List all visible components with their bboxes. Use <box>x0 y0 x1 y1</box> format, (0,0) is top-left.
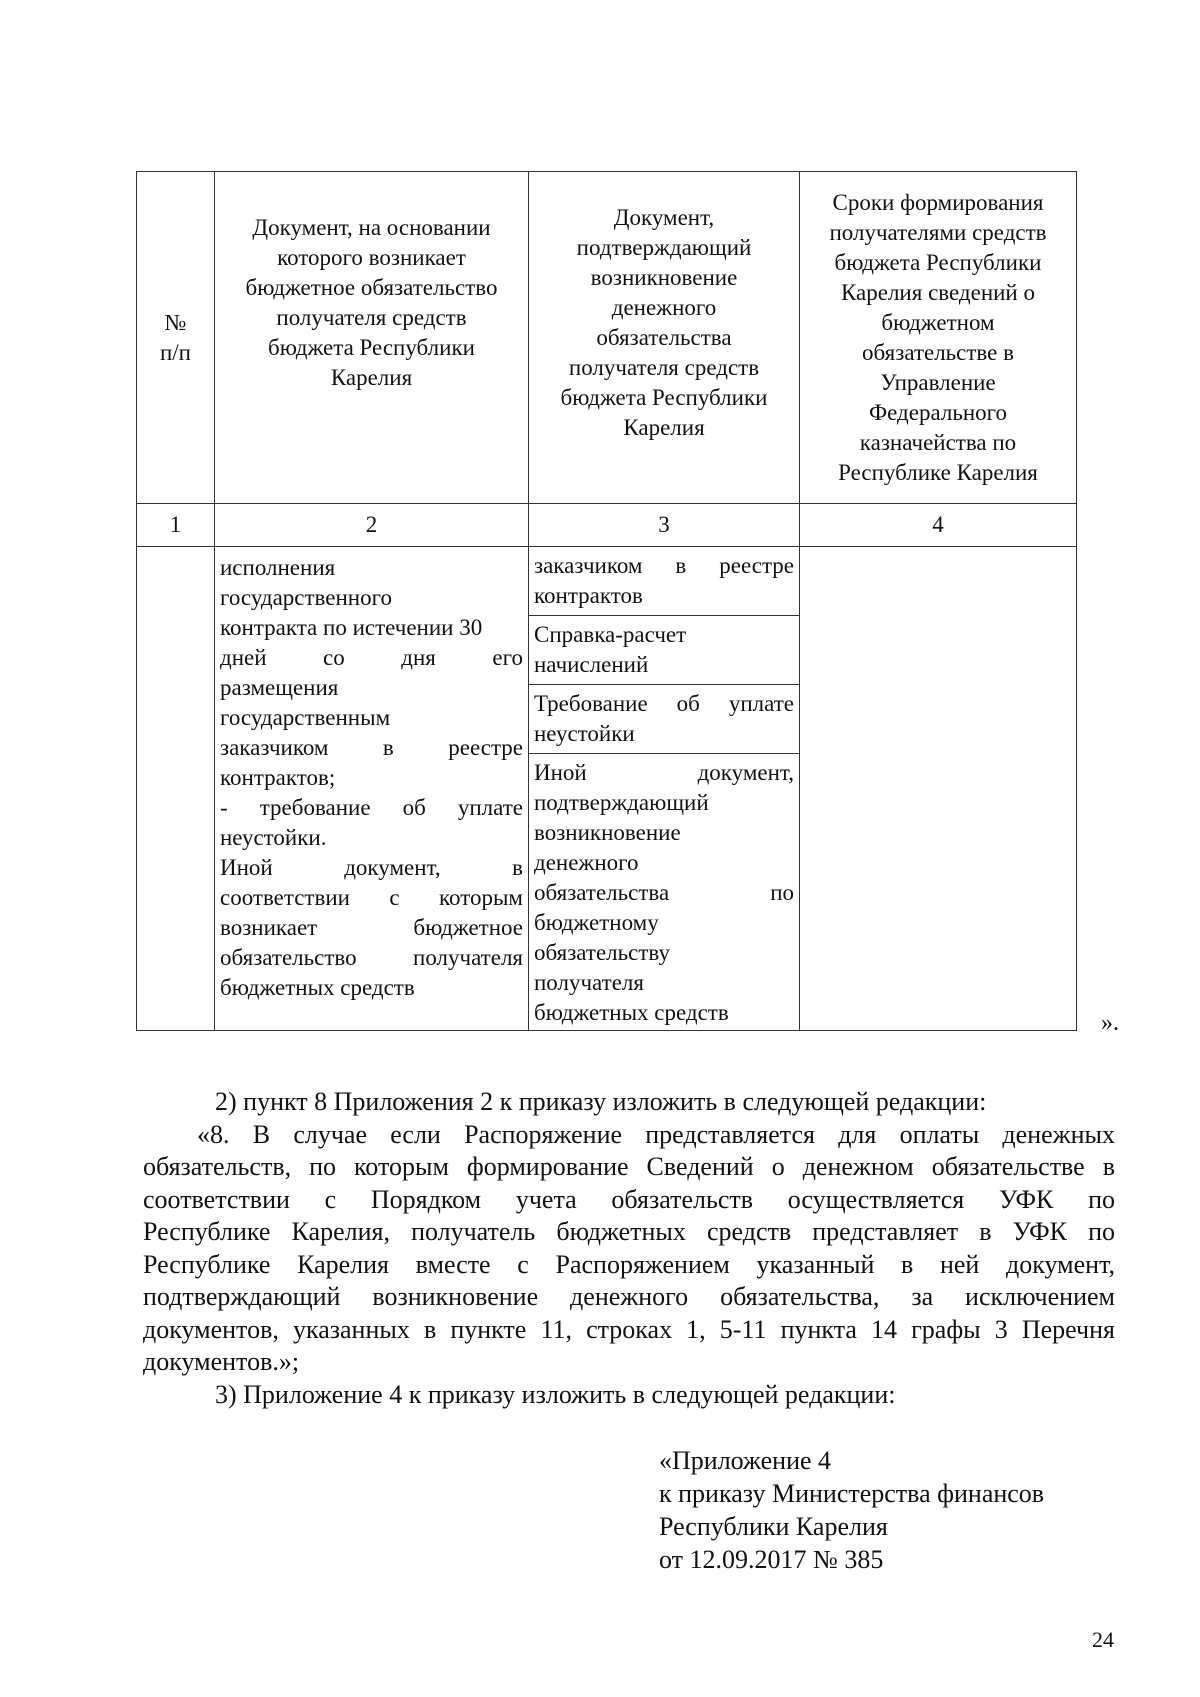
header-line: Сроки формирования <box>832 189 1044 215</box>
cell-line: неустойки <box>534 721 635 746</box>
cell-line: контрактов <box>534 583 643 608</box>
paragraph-line: соответствии с Порядком учета обязательств осуществляется УФК по <box>143 1184 1115 1214</box>
amendments-text <box>143 1086 1115 1411</box>
appendix-title: «Приложение 4 <box>659 1446 832 1475</box>
cell-line: соответствии с которым <box>220 885 523 910</box>
paragraph-line: документов, указанных в пункте 11, строках 1, 5-11 пункта 14 графы 3 Перечня <box>143 1314 1115 1344</box>
header-line: получателя средств <box>568 354 760 380</box>
basis-document-cell <box>215 547 529 1031</box>
cell-line: начислений <box>534 652 649 677</box>
cell-line: денежного <box>534 850 639 875</box>
appendix-heading <box>659 1444 1044 1576</box>
header-line: бюджета Республики <box>560 384 768 410</box>
cell-line: обязательству <box>534 940 670 965</box>
deadlines-cell <box>800 547 1077 1031</box>
cell-line: бюджетному <box>534 910 659 935</box>
paragraph-item-3: 3) Приложение 4 к приказу изложить в следующей редакции: <box>215 1379 896 1409</box>
header-line: обязательстве в <box>862 339 1014 365</box>
header-line: Документ, <box>613 204 715 230</box>
closing-quote: ». <box>1101 1010 1119 1036</box>
cell-line: Иной документ, в <box>220 855 523 880</box>
header-line: Документ, на основании <box>252 214 491 240</box>
paragraph-line: Республике Карелия, получатель бюджетных средств представляет в УФК по <box>143 1217 1115 1246</box>
cell-line: контракта по истечении 30 <box>220 615 483 640</box>
cell-line: обязательства по <box>534 880 794 905</box>
table-numbering-row <box>137 504 1077 547</box>
header-line: бюджета Республики <box>834 249 1042 275</box>
obligations-table <box>136 171 1077 1031</box>
header-line: денежного <box>611 294 717 320</box>
header-line: бюджетное обязательство <box>245 274 498 300</box>
paragraph-line: документов.»; <box>143 1347 300 1376</box>
cell-line: возникает бюджетное <box>220 915 523 940</box>
confirming-document-item <box>529 616 799 685</box>
cell-line: бюджетных средств <box>534 1000 729 1025</box>
header-line: Карелия <box>330 364 413 390</box>
cell-line: Справка-расчет <box>534 622 687 647</box>
cell-line: неустойки. <box>220 825 327 850</box>
paragraph-line: обязательств, по которым формирование Сведений о денежном обязательстве в <box>143 1152 1115 1181</box>
cell-line: размещения <box>220 675 339 700</box>
paragraph-line: подтверждающий возникновение денежного обязательства, за исключением <box>143 1282 1115 1311</box>
header-line: обязательства <box>596 324 732 350</box>
header-line: бюджетном <box>881 309 995 335</box>
column-number: 2 <box>215 504 529 547</box>
header-line: получателями средств <box>829 219 1047 245</box>
header-line: которого возникает <box>277 244 466 270</box>
table-row <box>137 547 1077 1031</box>
header-line: Республике Карелия <box>838 459 1038 485</box>
cell-line: - требование об уплате <box>220 795 523 820</box>
cell-line: исполнения <box>220 555 336 580</box>
header-line: Управление <box>880 369 996 395</box>
cell-line: Иной документ, <box>534 760 794 785</box>
paragraph-line: «8. В случае если Распоряжение представляется для оплаты денежных <box>197 1119 1115 1149</box>
confirming-document-item <box>529 754 799 1030</box>
cell-line: контрактов; <box>220 765 336 790</box>
confirming-document-item <box>529 685 799 754</box>
header-line: Карелия сведений о <box>841 279 1035 305</box>
header-cell-basis-document <box>215 172 529 504</box>
appendix-line: Республики Карелия <box>659 1512 888 1541</box>
cell-line: государственным <box>220 705 391 730</box>
cell-line: дней со дня его <box>220 645 523 670</box>
header-line: Карелия <box>623 414 705 440</box>
confirming-documents-cell <box>529 547 800 1031</box>
header-line: казначейства по <box>859 429 1017 455</box>
paragraph-line: Республике Карелия вместе с Распоряжением указанный в ней документ, <box>143 1249 1115 1279</box>
column-number: 1 <box>137 504 215 547</box>
paragraph-item-2: 2) пункт 8 Приложения 2 к приказу изложить в следующей редакции: <box>215 1087 987 1116</box>
column-number: 4 <box>800 504 1077 547</box>
header-line: № <box>164 309 187 335</box>
cell-line: обязательство получателя <box>220 945 523 970</box>
cell-line: Требование об уплате <box>534 691 794 716</box>
page-number: 24 <box>1092 1627 1114 1652</box>
header-line: подтверждающий <box>576 234 752 260</box>
cell-line: подтверждающий <box>534 790 709 815</box>
header-line: получателя средств <box>276 304 467 330</box>
header-line: возникновение <box>590 264 738 290</box>
table-header-row <box>137 172 1077 504</box>
appendix-date: от 12.09.2017 № 385 <box>659 1545 884 1574</box>
header-cell-number <box>137 172 215 504</box>
cell-line: бюджетных средств <box>220 975 415 1000</box>
header-cell-confirming-document <box>529 172 800 504</box>
header-cell-deadlines <box>800 172 1077 504</box>
confirming-document-item <box>529 547 799 616</box>
cell-line: возникновение <box>534 820 681 845</box>
header-line: п/п <box>159 339 191 365</box>
row-number-cell <box>137 547 215 1031</box>
header-line: бюджета Республики <box>268 334 475 360</box>
cell-line: заказчиком в реестре <box>534 553 794 578</box>
header-line: Федерального <box>868 399 1008 425</box>
cell-line: государственного <box>220 585 392 610</box>
cell-line: заказчиком в реестре <box>220 735 523 760</box>
appendix-line: к приказу Министерства финансов <box>659 1479 1045 1508</box>
cell-line: получателя <box>534 970 644 995</box>
column-number: 3 <box>529 504 800 547</box>
